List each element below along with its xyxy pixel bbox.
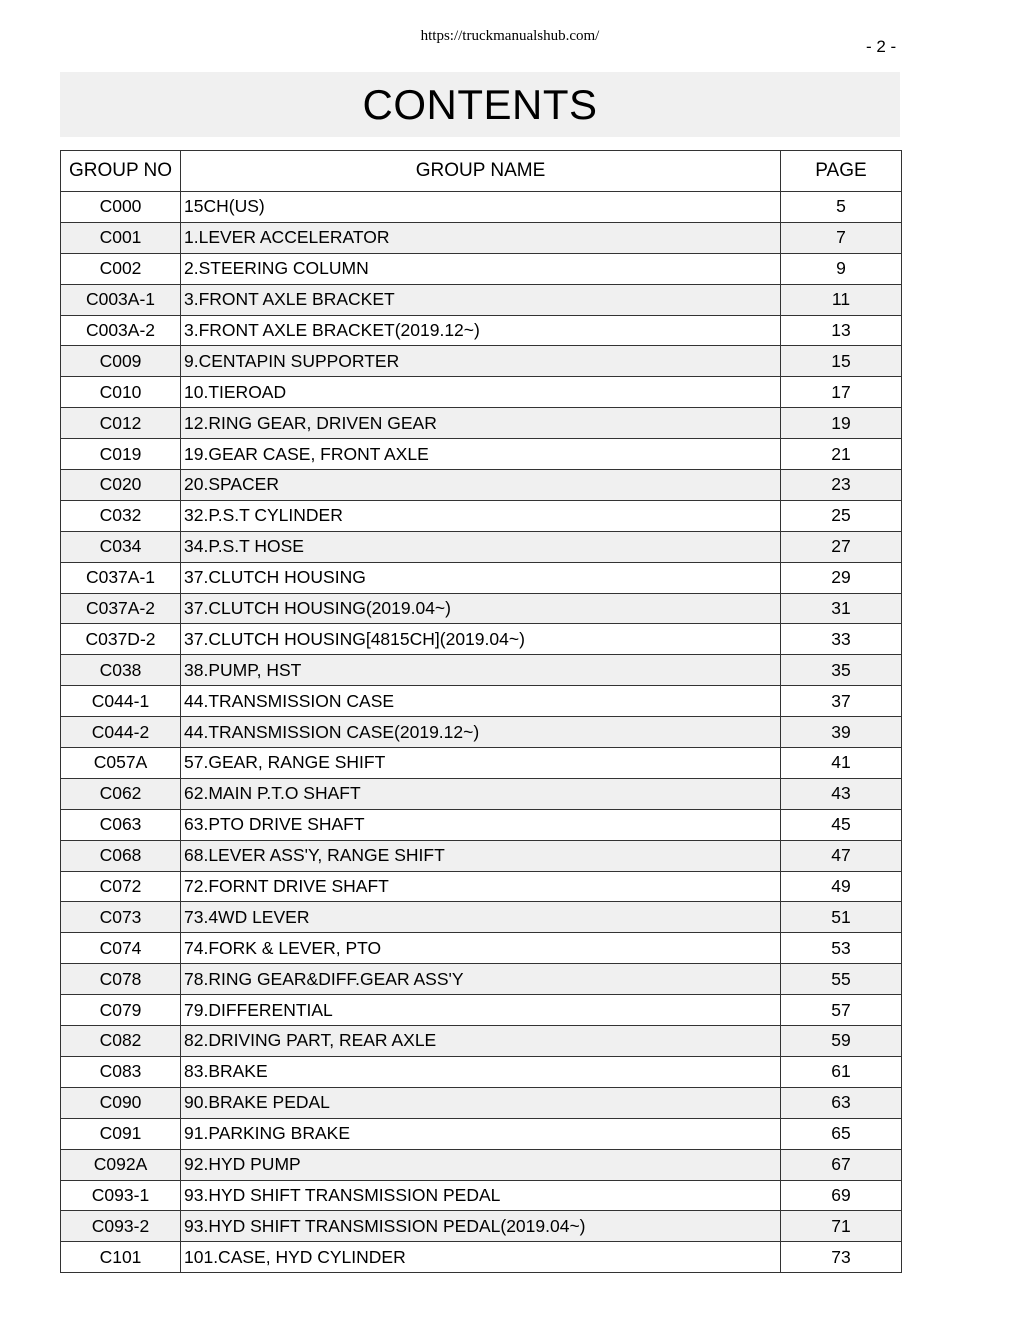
group-no-cell: C044-1 [61, 686, 181, 717]
page-cell: 57 [781, 995, 902, 1026]
table-row[interactable] [61, 1211, 902, 1242]
group-no-cell: C057A [61, 748, 181, 779]
group-name-cell: 63.PTO DRIVE SHAFT [181, 809, 781, 840]
table-row[interactable] [61, 1118, 902, 1149]
group-name-cell: 74.FORK & LEVER, PTO [181, 933, 781, 964]
table-row[interactable] [61, 408, 902, 439]
group-no-cell: C101 [61, 1242, 181, 1273]
group-name-cell: 34.P.S.T HOSE [181, 531, 781, 562]
table-row[interactable] [61, 253, 902, 284]
group-name-cell: 79.DIFFERENTIAL [181, 995, 781, 1026]
page-cell: 47 [781, 840, 902, 871]
table-row[interactable] [61, 192, 902, 223]
group-no-cell: C003A-1 [61, 284, 181, 315]
group-no-cell: C092A [61, 1149, 181, 1180]
table-row[interactable] [61, 1149, 902, 1180]
table-row[interactable] [61, 439, 902, 470]
page-cell: 73 [781, 1242, 902, 1273]
group-name-cell: 78.RING GEAR&DIFF.GEAR ASS'Y [181, 964, 781, 995]
group-name-cell: 3.FRONT AXLE BRACKET(2019.12~) [181, 315, 781, 346]
group-no-cell: C090 [61, 1087, 181, 1118]
table-row[interactable] [61, 346, 902, 377]
group-name-cell: 93.HYD SHIFT TRANSMISSION PEDAL(2019.04~) [181, 1211, 781, 1242]
group-no-cell: C083 [61, 1056, 181, 1087]
table-row[interactable] [61, 531, 902, 562]
page-cell: 37 [781, 686, 902, 717]
group-name-cell: 20.SPACER [181, 470, 781, 501]
page-cell: 33 [781, 624, 902, 655]
table-row[interactable] [61, 284, 902, 315]
group-no-cell: C009 [61, 346, 181, 377]
page-cell: 29 [781, 562, 902, 593]
table-row[interactable] [61, 686, 902, 717]
group-no-cell: C063 [61, 809, 181, 840]
page-cell: 27 [781, 531, 902, 562]
page-cell: 9 [781, 253, 902, 284]
group-no-cell: C074 [61, 933, 181, 964]
page-cell: 7 [781, 222, 902, 253]
group-no-cell: C082 [61, 1026, 181, 1057]
group-no-cell: C037A-1 [61, 562, 181, 593]
group-no-cell: C001 [61, 222, 181, 253]
page-cell: 13 [781, 315, 902, 346]
group-name-cell: 10.TIEROAD [181, 377, 781, 408]
table-row[interactable] [61, 1056, 902, 1087]
page-cell: 65 [781, 1118, 902, 1149]
group-name-cell: 57.GEAR, RANGE SHIFT [181, 748, 781, 779]
table-header-row [61, 151, 902, 192]
page-cell: 69 [781, 1180, 902, 1211]
table-row[interactable] [61, 964, 902, 995]
group-name-cell: 44.TRANSMISSION CASE(2019.12~) [181, 717, 781, 748]
table-row[interactable] [61, 1242, 902, 1273]
table-row[interactable] [61, 1026, 902, 1057]
page-cell: 21 [781, 439, 902, 470]
group-name-cell: 91.PARKING BRAKE [181, 1118, 781, 1149]
page-cell: 19 [781, 408, 902, 439]
group-name-cell: 68.LEVER ASS'Y, RANGE SHIFT [181, 840, 781, 871]
table-row[interactable] [61, 562, 902, 593]
page-cell: 39 [781, 717, 902, 748]
page-cell: 17 [781, 377, 902, 408]
group-name-cell: 83.BRAKE [181, 1056, 781, 1087]
table-row[interactable] [61, 778, 902, 809]
page-cell: 61 [781, 1056, 902, 1087]
column-header-group-no: GROUP NO [61, 151, 181, 192]
table-row[interactable] [61, 871, 902, 902]
table-row[interactable] [61, 470, 902, 501]
table-row[interactable] [61, 593, 902, 624]
page-cell: 67 [781, 1149, 902, 1180]
table-row[interactable] [61, 377, 902, 408]
table-row[interactable] [61, 655, 902, 686]
group-no-cell: C034 [61, 531, 181, 562]
page-title: CONTENTS [362, 80, 598, 128]
page-cell: 25 [781, 500, 902, 531]
group-name-cell: 44.TRANSMISSION CASE [181, 686, 781, 717]
page-cell: 55 [781, 964, 902, 995]
group-no-cell: C078 [61, 964, 181, 995]
group-name-cell: 101.CASE, HYD CYLINDER [181, 1242, 781, 1273]
page-cell: 45 [781, 809, 902, 840]
group-no-cell: C037D-2 [61, 624, 181, 655]
table-row[interactable] [61, 717, 902, 748]
group-no-cell: C079 [61, 995, 181, 1026]
table-row[interactable] [61, 1180, 902, 1211]
page-cell: 43 [781, 778, 902, 809]
group-no-cell: C038 [61, 655, 181, 686]
page-cell: 51 [781, 902, 902, 933]
group-no-cell: C037A-2 [61, 593, 181, 624]
page-cell: 41 [781, 748, 902, 779]
page-cell: 23 [781, 470, 902, 501]
table-row[interactable] [61, 748, 902, 779]
page-cell: 5 [781, 192, 902, 223]
group-no-cell: C093-1 [61, 1180, 181, 1211]
group-no-cell: C012 [61, 408, 181, 439]
page-cell: 71 [781, 1211, 902, 1242]
group-name-cell: 32.P.S.T CYLINDER [181, 500, 781, 531]
table-row[interactable] [61, 933, 902, 964]
table-row[interactable] [61, 995, 902, 1026]
table-row[interactable] [61, 624, 902, 655]
column-header-group-name: GROUP NAME [181, 151, 781, 192]
page-cell: 31 [781, 593, 902, 624]
group-no-cell: C020 [61, 470, 181, 501]
table-row[interactable] [61, 809, 902, 840]
group-name-cell: 82.DRIVING PART, REAR AXLE [181, 1026, 781, 1057]
group-name-cell: 38.PUMP, HST [181, 655, 781, 686]
group-name-cell: 62.MAIN P.T.O SHAFT [181, 778, 781, 809]
page-cell: 59 [781, 1026, 902, 1057]
group-name-cell: 93.HYD SHIFT TRANSMISSION PEDAL [181, 1180, 781, 1211]
group-name-cell: 9.CENTAPIN SUPPORTER [181, 346, 781, 377]
group-no-cell: C010 [61, 377, 181, 408]
group-no-cell: C068 [61, 840, 181, 871]
group-name-cell: 37.CLUTCH HOUSING[4815CH](2019.04~) [181, 624, 781, 655]
group-no-cell: C044-2 [61, 717, 181, 748]
group-no-cell: C072 [61, 871, 181, 902]
page-cell: 35 [781, 655, 902, 686]
column-header-page: PAGE [781, 151, 902, 192]
group-no-cell: C000 [61, 192, 181, 223]
group-name-cell: 73.4WD LEVER [181, 902, 781, 933]
title-band [60, 72, 900, 137]
page-cell: 11 [781, 284, 902, 315]
table-row[interactable] [61, 1087, 902, 1118]
page-cell: 49 [781, 871, 902, 902]
table-row[interactable] [61, 315, 902, 346]
group-no-cell: C003A-2 [61, 315, 181, 346]
table-row[interactable] [61, 222, 902, 253]
header-url[interactable]: https://truckmanualshub.com/ [420, 28, 600, 44]
page-number: - 2 - [866, 37, 897, 56]
table-row[interactable] [61, 500, 902, 531]
group-name-cell: 15CH(US) [181, 192, 781, 223]
group-no-cell: C062 [61, 778, 181, 809]
table-body [61, 192, 902, 1273]
page-cell: 15 [781, 346, 902, 377]
group-name-cell: 2.STEERING COLUMN [181, 253, 781, 284]
group-name-cell: 19.GEAR CASE, FRONT AXLE [181, 439, 781, 470]
table-row[interactable] [61, 840, 902, 871]
page-cell: 63 [781, 1087, 902, 1118]
group-name-cell: 92.HYD PUMP [181, 1149, 781, 1180]
group-no-cell: C093-2 [61, 1211, 181, 1242]
group-name-cell: 37.CLUTCH HOUSING(2019.04~) [181, 593, 781, 624]
group-name-cell: 72.FORNT DRIVE SHAFT [181, 871, 781, 902]
group-no-cell: C019 [61, 439, 181, 470]
group-no-cell: C002 [61, 253, 181, 284]
page-cell: 53 [781, 933, 902, 964]
group-name-cell: 12.RING GEAR, DRIVEN GEAR [181, 408, 781, 439]
group-no-cell: C073 [61, 902, 181, 933]
group-name-cell: 37.CLUTCH HOUSING [181, 562, 781, 593]
group-name-cell: 1.LEVER ACCELERATOR [181, 222, 781, 253]
group-no-cell: C091 [61, 1118, 181, 1149]
group-name-cell: 3.FRONT AXLE BRACKET [181, 284, 781, 315]
group-name-cell: 90.BRAKE PEDAL [181, 1087, 781, 1118]
contents-table [60, 150, 902, 1273]
group-no-cell: C032 [61, 500, 181, 531]
table-row[interactable] [61, 902, 902, 933]
